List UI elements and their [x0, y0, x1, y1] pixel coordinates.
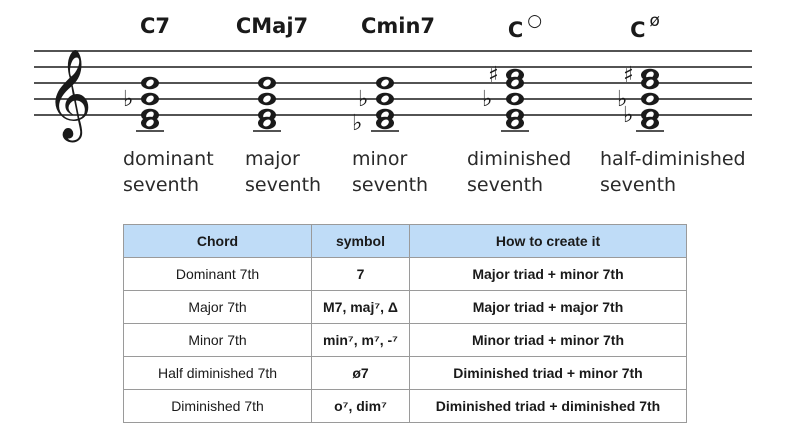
chord-name-chalfdim: C $^ø$: [630, 11, 660, 42]
table-row: [124, 390, 687, 423]
diminished-circle-icon: ○: [527, 11, 543, 31]
half-diminished-icon: ø: [649, 11, 660, 31]
header-symbol: symbol: [312, 225, 410, 258]
chord-desc-major: major seventh: [245, 148, 322, 196]
table-row: [124, 357, 687, 390]
treble-clef-icon: [46, 49, 92, 143]
cell-symbol: min⁷, m⁷, -⁷: [312, 324, 410, 357]
flat-icon: ♭: [617, 87, 628, 112]
flat-icon: ♭: [352, 111, 363, 136]
header-how-to-create: How to create it: [410, 225, 687, 258]
sharp-icon: ♯: [623, 63, 634, 88]
sharp-icon: ♯: [488, 63, 499, 88]
cell-chord: Major 7th: [124, 291, 312, 324]
table-header-row: [124, 225, 687, 258]
chord-name-cdim: C ○: [507, 11, 543, 42]
cell-symbol: o⁷, dim⁷: [312, 390, 410, 423]
cell-how: Major triad + major 7th: [410, 291, 687, 324]
cell-how: Minor triad + minor 7th: [410, 324, 687, 357]
flat-icon: ♭: [482, 87, 493, 112]
table-row: [124, 291, 687, 324]
cell-chord: Half diminished 7th: [124, 357, 312, 390]
chord-desc-half-diminished: half-diminished seventh: [600, 148, 746, 196]
flat-icon: ♭: [623, 103, 634, 128]
flat-icon: ♭: [123, 87, 134, 112]
cell-chord: Minor 7th: [124, 324, 312, 357]
cell-chord: Dominant 7th: [124, 258, 312, 291]
flat-icon: ♭: [358, 87, 369, 112]
cell-symbol: ø7: [312, 357, 410, 390]
table-row: [124, 324, 687, 357]
chord-name-c7: C7: [139, 14, 171, 38]
svg-text:𝄞: 𝄞: [46, 49, 93, 139]
cell-symbol: M7, maj⁷, Δ: [312, 291, 410, 324]
chord-name-cmaj7: CMaj7: [235, 14, 309, 38]
chord-2: [253, 77, 281, 131]
chord-desc-dominant: dominant seventh: [123, 148, 214, 196]
cell-how: Diminished triad + diminished 7th: [410, 390, 687, 423]
cell-how: Diminished triad + minor 7th: [410, 357, 687, 390]
chord-name-cmin7: Cmin7: [360, 14, 436, 38]
cell-chord: Diminished 7th: [124, 390, 312, 423]
chord-desc-diminished: diminished seventh: [467, 148, 572, 196]
seventh-chord-table: [123, 224, 687, 423]
cell-how: Major triad + minor 7th: [410, 258, 687, 291]
table-row: [124, 258, 687, 291]
chord-1: [123, 77, 164, 131]
chord-5: [617, 63, 664, 131]
chord-3: [352, 77, 399, 136]
cell-symbol: 7: [312, 258, 410, 291]
chord-4: [482, 63, 529, 131]
chord-desc-minor: minor seventh: [352, 148, 429, 196]
header-chord: Chord: [124, 225, 312, 258]
chord-staff-figure: [0, 0, 800, 205]
